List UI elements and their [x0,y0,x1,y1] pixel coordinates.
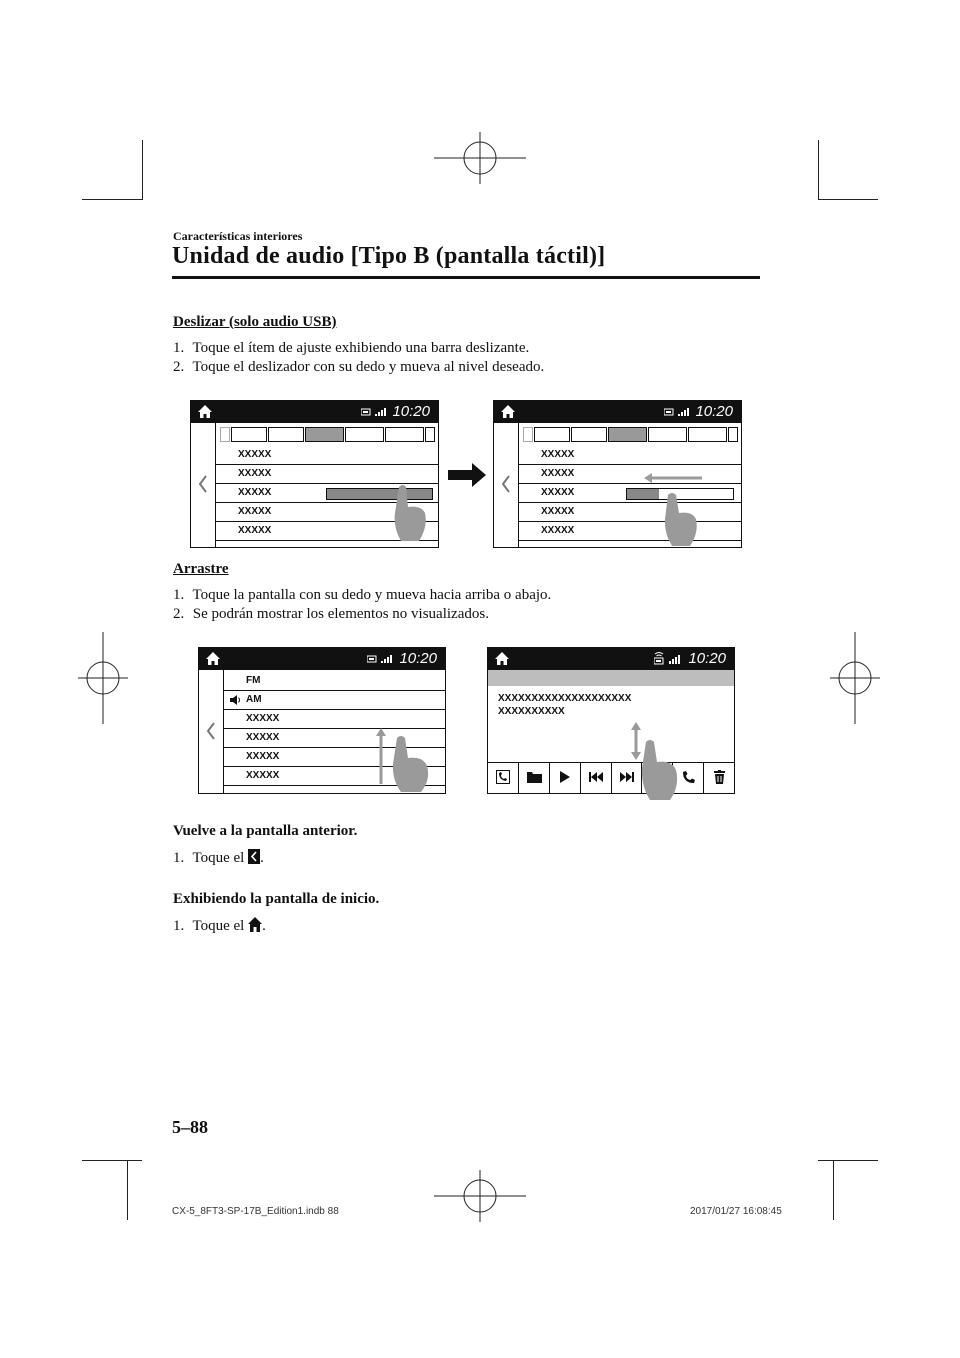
list-item[interactable]: XXXXX [519,503,741,522]
list-item[interactable]: XXXXX [519,465,741,484]
skip-back-icon [589,772,603,782]
tab-scroll-right[interactable] [425,427,435,442]
back-arrow-icon[interactable] [501,475,511,493]
battery-signal-icon [664,407,692,417]
tab-scroll-left[interactable] [523,427,533,442]
message-line-1: XXXXXXXXXXXXXXXXXXXX [498,693,632,704]
wifi-battery-signal-icon [654,651,684,665]
tab-scroll-right[interactable] [728,427,738,442]
trash-icon [714,770,725,784]
step-text: Toque el [192,918,245,934]
screen-slider-after [493,400,742,548]
sidebar [191,423,216,547]
clock: 10:20 [399,650,437,667]
list-item[interactable]: XXXXX [216,446,438,465]
list-item[interactable]: XXXXX [519,522,741,541]
step-number: 1. [173,918,185,934]
home-icon[interactable] [198,405,212,418]
back-step [173,849,264,867]
step-number: 1. [173,850,185,866]
delete-button[interactable] [704,763,734,793]
folder-button[interactable] [519,763,550,793]
list-item-am[interactable]: AM [224,691,445,710]
list-item[interactable]: XXXXX [224,710,445,729]
tab[interactable] [385,427,424,442]
registration-mark-left [78,632,128,724]
tab-selected[interactable] [608,427,647,442]
step-number: 1. [173,587,185,603]
tab-selected[interactable] [305,427,344,442]
step-end: . [262,918,266,934]
right-arrow-icon [448,463,486,487]
slide-heading: Deslizar (solo audio USB) [173,314,337,330]
skip-forward-icon [620,772,634,782]
home-button-icon [248,917,262,932]
home-icon[interactable] [501,405,515,418]
tab-scroll-left[interactable] [220,427,230,442]
tab-strip [220,427,436,442]
registration-mark-top [434,132,526,184]
play-icon [560,771,570,783]
list-item[interactable]: XXXXX [519,484,741,503]
footer-timestamp: 2017/01/27 16:08:45 [690,1206,782,1217]
slider-fill [627,489,659,499]
status-bar [191,401,438,423]
swipe-left-arrow-icon [644,473,702,483]
list-item[interactable]: XXXXX [216,503,438,522]
registration-mark-right [830,632,880,724]
clock: 10:20 [392,403,430,420]
battery-signal-icon [361,407,389,417]
list-item[interactable]: XXXXX [519,446,741,465]
finger-icon [662,491,700,547]
step-number: 2. [173,606,185,622]
message-line-2: XXXXXXXXXX [498,706,565,717]
sidebar [199,670,224,793]
back-arrow-icon[interactable] [198,475,208,493]
list-item[interactable]: XXXXX [216,484,438,503]
step-text: Se podrán mostrar los elementos no visualizados. [192,606,489,622]
step-text: Toque el [192,850,245,866]
slide-step-1 [173,340,529,357]
phone-list-icon [496,770,510,784]
previous-button[interactable] [581,763,612,793]
finger-icon [389,734,433,794]
back-button-icon [248,849,260,864]
phone-icon [682,771,695,784]
step-text: Toque el deslizador con su dedo y mueva al nivel deseado. [192,359,545,375]
play-button[interactable] [550,763,581,793]
drag-step-2 [173,606,489,623]
swipe-up-arrow-icon [376,728,386,784]
step-text: Toque la pantalla con su dedo y mueva hacia arriba o abajo. [192,587,552,603]
back-heading: Vuelve a la pantalla anterior. [173,823,358,839]
list-item[interactable]: XXXXX [224,767,445,786]
status-bar [199,648,445,670]
slide-step-2 [173,359,544,376]
page-number: 5–88 [172,1117,208,1137]
list-item[interactable]: XXXXX [216,465,438,484]
step-number: 1. [173,340,185,356]
home-icon[interactable] [495,652,509,665]
message-header-bar [488,670,734,686]
screen-radio-list [198,647,446,794]
list-item[interactable]: XXXXX [224,748,445,767]
home-icon[interactable] [206,652,220,665]
home-step [173,917,266,935]
finger-icon [638,738,682,802]
call-log-button[interactable] [488,763,519,793]
speaker-icon [230,695,241,705]
message-toolbar [488,762,734,793]
status-bar [488,648,734,670]
list-item[interactable]: XXXXX [216,522,438,541]
tab[interactable] [534,427,570,442]
registration-mark-bottom [434,1170,526,1222]
back-arrow-icon[interactable] [206,722,216,740]
battery-signal-icon [367,654,395,664]
folder-icon [527,771,542,783]
tab[interactable] [345,427,384,442]
drag-step-1 [173,587,551,604]
section-label: Características interiores [173,229,303,243]
screen-slider-before [190,400,439,548]
home-heading: Exhibiendo la pantalla de inicio. [173,891,380,907]
screen-message [487,647,735,794]
footer-filename: CX-5_8FT3-SP-17B_Edition1.indb 88 [172,1206,339,1217]
clock: 10:20 [688,650,726,667]
list-item-fm[interactable]: FM [224,672,445,691]
title-divider [172,276,760,279]
page-title: Unidad de audio [Tipo B (pantalla táctil)] [172,243,606,269]
status-bar [494,401,741,423]
tab[interactable] [268,427,304,442]
tab[interactable] [231,427,267,442]
tab-strip [523,427,739,442]
tab[interactable] [571,427,607,442]
list-item[interactable]: XXXXX [224,729,445,748]
tab[interactable] [688,427,727,442]
finger-icon [391,483,429,543]
step-text: Toque el ítem de ajuste exhibiendo una barra deslizante. [192,340,530,356]
clock: 10:20 [695,403,733,420]
step-end: . [260,850,264,866]
step-number: 2. [173,359,185,375]
drag-heading: Arrastre [173,561,229,577]
tab[interactable] [648,427,687,442]
sidebar [494,423,519,547]
